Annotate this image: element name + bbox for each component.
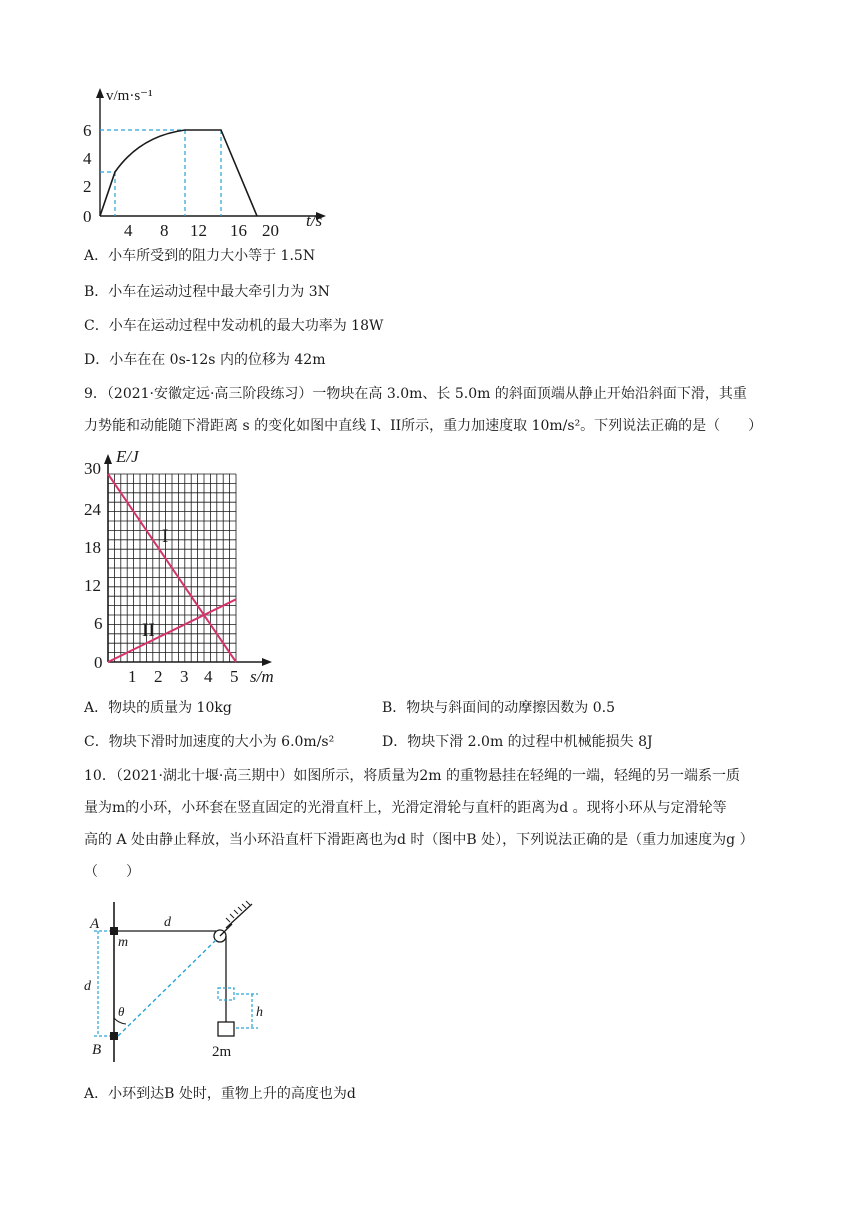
- x-axis-arrow: [262, 658, 272, 666]
- q9-option-c: C．物块下滑时加速度的大小为 6.0m/s²: [84, 734, 335, 750]
- q9-stem-line1: 9．（2021·安徽定远·高三阶段练习）一物块在高 3.0m、长 5.0m 的斜面顶端从静止开始沿斜面下滑，其重: [84, 386, 747, 402]
- q8-option-c: C．小车在运动过程中发动机的最大功率为 18W: [84, 318, 384, 334]
- y-tick-6: 6: [94, 614, 103, 633]
- q10-stem-line3: 高的 A 处由静止释放，当小环沿直杆下滑距离也为d 时（图中B 处），下列说法正确的是（重力加速度为g ）: [84, 832, 754, 848]
- label-b: B: [92, 1042, 102, 1058]
- q9-option-d: D．物块下滑 2.0m 的过程中机械能损失 8J: [382, 734, 653, 750]
- label-m: m: [118, 935, 129, 950]
- x-tick-2: 2: [154, 667, 163, 686]
- y-axis-arrow: [104, 454, 112, 464]
- x-axis-label: t/s: [306, 211, 323, 230]
- q9-option-a: A．物块的质量为 10kg: [84, 700, 232, 716]
- label-d-top: d: [164, 915, 171, 930]
- q9-option-b: B．物块与斜面间的动摩擦因数为 0.5: [382, 700, 616, 716]
- q10-stem-line1: 10．（2021·湖北十堰·高三期中）如图所示，将质量为2m 的重物悬挂在轻绳的一端，轻绳的另一端系一质: [84, 768, 740, 784]
- y-tick-18: 18: [84, 538, 101, 557]
- x-tick-16: 16: [230, 221, 247, 236]
- label-d-left: d: [84, 979, 91, 994]
- ring-pulley-diagram: [80, 896, 300, 1066]
- x-tick-5: 5: [230, 667, 239, 686]
- q8-option-d: D．小车在在 0s-12s 内的位移为 42m: [84, 352, 326, 368]
- line-i-label: I: [162, 526, 169, 547]
- q9-stem-line2: 力势能和动能随下滑距离 s 的变化如图中直线 I、II所示，重力加速度取 10m/s²。下列说法正确的是（ ）: [84, 418, 763, 434]
- y-tick-12: 12: [84, 576, 101, 595]
- x-tick-8: 8: [160, 221, 169, 236]
- q10-option-a: A．小环到达B 处时，重物上升的高度也为d: [84, 1086, 356, 1102]
- y-tick-0: 0: [83, 207, 92, 226]
- x-axis-label: s/m: [250, 667, 274, 686]
- y-tick-24: 24: [84, 500, 101, 519]
- y-tick-30: 30: [84, 459, 101, 478]
- q10-stem-line4: （ ）: [84, 864, 140, 880]
- y-tick-4: 4: [83, 149, 92, 168]
- velocity-time-graph: [80, 84, 340, 236]
- y-axis-label: v/m·s⁻¹: [106, 88, 153, 104]
- y-tick-6: 6: [83, 121, 92, 140]
- x-tick-4: 4: [124, 221, 133, 236]
- q10-stem-line2: 量为m的小环，小环套在竖直固定的光滑直杆上，光滑定滑轮与直杆的距离为d 。现将小环从与定滑轮等: [84, 800, 727, 816]
- q8-option-a: A．小车所受到的阻力大小等于 1.5N: [84, 248, 316, 264]
- q8-option-b: B．小车在运动过程中最大牵引力为 3N: [84, 284, 330, 300]
- label-2m: 2m: [212, 1044, 232, 1060]
- x-tick-12: 12: [190, 221, 207, 236]
- y-tick-2: 2: [83, 177, 92, 196]
- label-h: h: [256, 1005, 263, 1020]
- label-theta: θ: [118, 1004, 125, 1019]
- x-tick-20: 20: [262, 221, 279, 236]
- line-ii-label: II: [142, 620, 155, 641]
- x-tick-4: 4: [204, 667, 213, 686]
- x-tick-1: 1: [128, 667, 137, 686]
- x-tick-3: 3: [180, 667, 189, 686]
- y-axis-label: E/J: [116, 447, 139, 466]
- y-tick-0: 0: [94, 653, 103, 672]
- label-a: A: [90, 916, 100, 932]
- energy-distance-graph: [80, 444, 300, 690]
